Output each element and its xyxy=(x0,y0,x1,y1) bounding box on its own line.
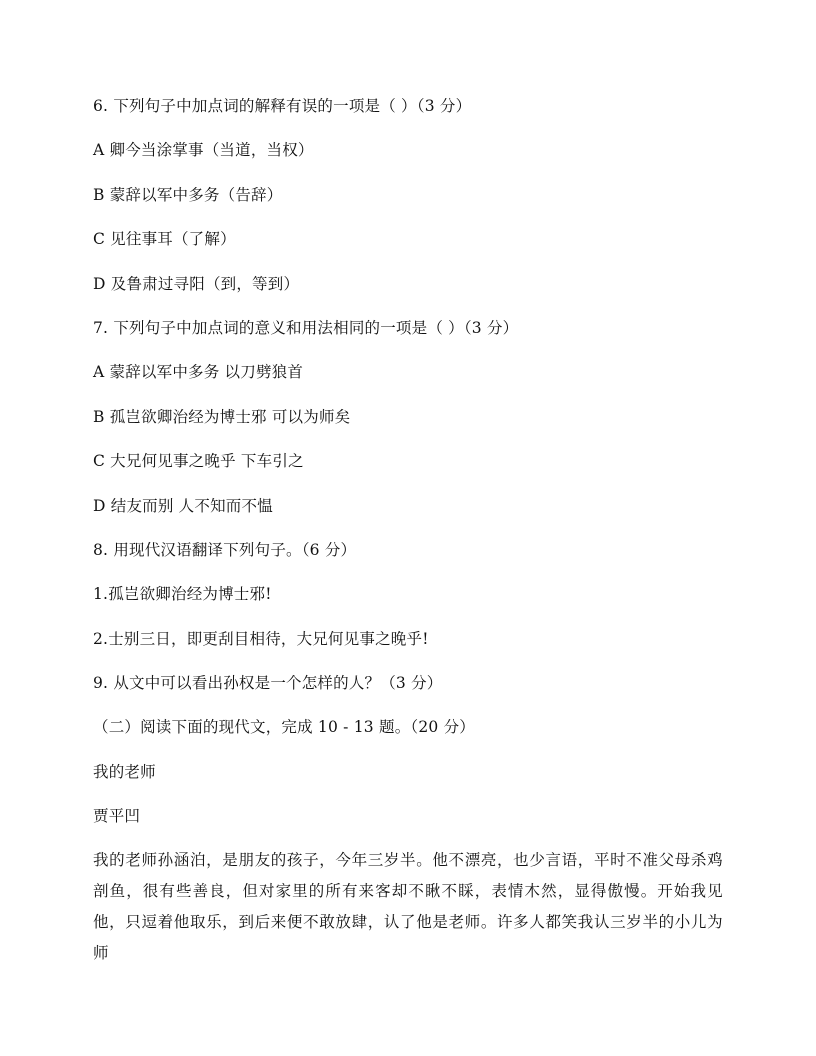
question-7-stem: 7. 下列句子中加点词的意义和用法相同的一项是（ ）（3 分） xyxy=(93,319,519,337)
article-title: 我的老师 xyxy=(93,763,156,781)
article-author: 贾平凹 xyxy=(93,807,141,825)
question-7-option-d: D 结友而别 人不知而不愠 xyxy=(93,497,273,515)
article-paragraph: 我的老师孙涵泊，是朋友的孩子，今年三岁半。他不漂亮，也少言语，平时不准父母杀鸡剖鱼，很有些善良，但对家里的所有来客却不瞅不睬，表情木然，显得傲慢。开始我见他，只逗着他取乐，到后来便不敢放肆，认了他是老师。许多人都笑我认三岁半的小儿为师 xyxy=(93,851,723,962)
question-6-stem: 6. 下列句子中加点词的解释有误的一项是（ ）（3 分） xyxy=(93,97,472,115)
question-8-item-1: 1.孤岂欲卿治经为博士邪! xyxy=(93,585,272,603)
question-6-option-a: A 卿今当涂掌事（当道，当权） xyxy=(93,141,314,159)
question-7-option-c: C 大兄何见事之晚乎 下车引之 xyxy=(93,452,304,470)
question-9-stem: 9. 从文中可以看出孙权是一个怎样的人？（3 分） xyxy=(93,674,443,692)
question-6-option-c: C 见往事耳（了解） xyxy=(93,230,236,248)
question-7-option-a: A 蒙辞以军中多务 以刀劈狼首 xyxy=(93,363,304,381)
section-2-heading: （二）阅读下面的现代文，完成 10 - 13 题。（20 分） xyxy=(93,718,475,736)
question-8-stem: 8. 用现代汉语翻译下列句子。（6 分） xyxy=(93,541,357,559)
question-6-option-b: B 蒙辞以军中多务（告辞） xyxy=(93,186,283,204)
question-6-option-d: D 及鲁肃过寻阳（到，等到） xyxy=(93,275,300,293)
question-7-option-b: B 孤岂欲卿治经为博士邪 可以为师矣 xyxy=(93,408,351,426)
question-8-item-2: 2.士别三日，即更刮目相待，大兄何见事之晚乎! xyxy=(93,630,429,648)
